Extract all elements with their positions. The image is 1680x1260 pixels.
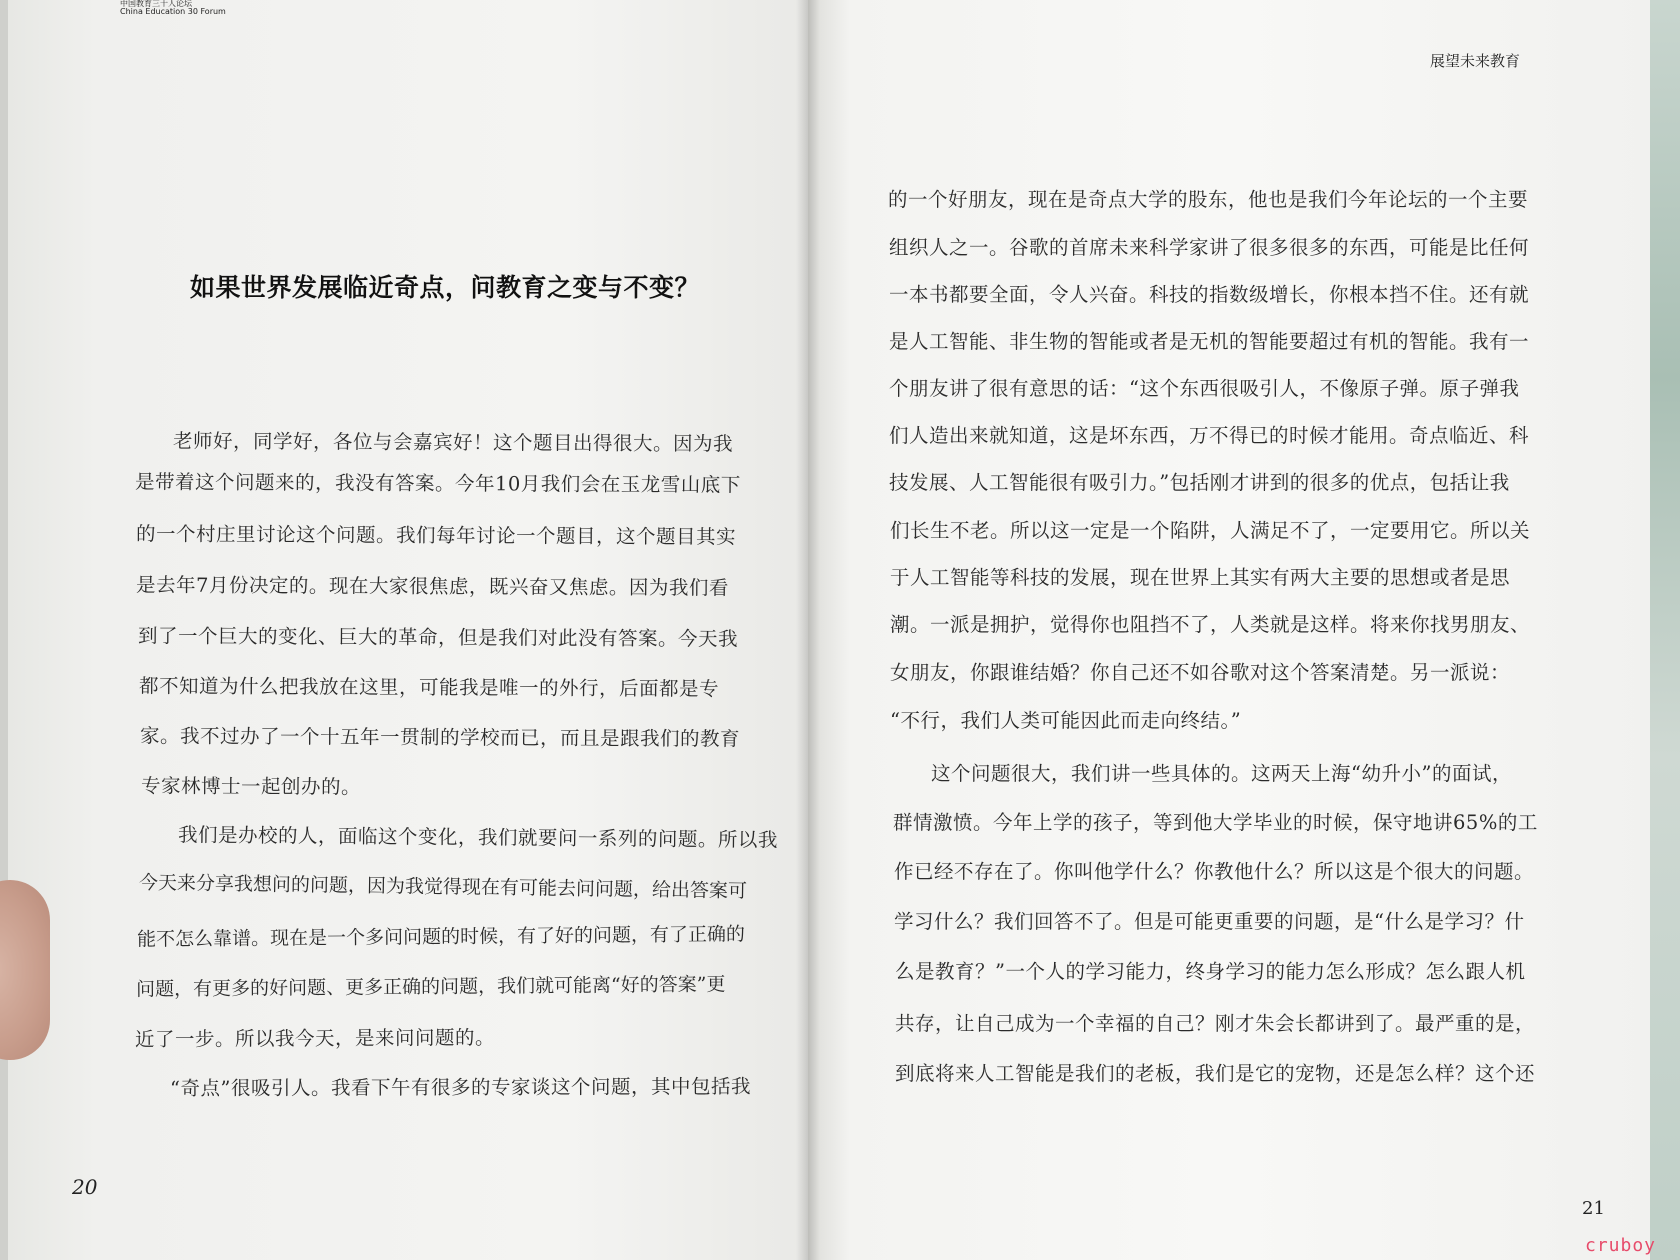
left-line: 专家林博士一起创办的。	[140, 774, 362, 799]
left-line: 是去年7月份决定的。现在大家很焦虑，既兴奋又焦虑。因为我们看	[135, 573, 729, 600]
right-line: 一本书都要全面，令人兴奋。科技的指数级增长，你根本挡不住。还有就	[889, 283, 1530, 306]
background-edge-right	[1650, 0, 1680, 1260]
thumb	[0, 880, 50, 1060]
right-line: 的一个好朋友，现在是奇点大学的股东，他也是我们今年论坛的一个主要	[888, 188, 1529, 211]
left-line: 今天来分享我想问的问题，因为我觉得现在有可能去问问题，给出答案可	[138, 871, 748, 903]
book-gutter	[796, 0, 820, 1260]
right-line: 女朋友，你跟谁结婚？你自己还不如谷歌对这个答案清楚。另一派说：	[890, 661, 1511, 684]
right-line: 技发展、人工智能很有吸引力。”包括刚才讲到的很多的优点，包括让我	[889, 471, 1510, 494]
left-line: 的一个村庄里讨论这个问题。我们每年讨论一个题目，这个题目其实	[135, 522, 737, 549]
right-line: 这个问题很大，我们讲一些具体的。这两天上海“幼升小”的面试，	[931, 762, 1512, 785]
running-head: 展望未来教育	[1430, 52, 1521, 70]
right-line: 是人工智能、非生物的智能或者是无机的智能要超过有机的智能。我有一	[889, 330, 1530, 353]
right-line: 作已经不存在了。你叫他学什么？你教他什么？所以这是个很大的问题。	[894, 860, 1535, 883]
right-line: 潮。一派是拥护，觉得你也阻挡不了，人类就是这样。将来你找男朋友、	[890, 613, 1531, 636]
left-line: 我们是办校的人，面临这个变化，我们就要问一系列的问题。所以我	[177, 823, 779, 852]
left-line: 到了一个巨大的变化、巨大的革命，但是我们对此没有答案。今天我	[137, 624, 739, 651]
series-tag-cn: 中国教育三十人论坛	[120, 0, 192, 8]
series-tag	[120, 0, 226, 16]
left-line: 家。我不过办了一个十五年一贯制的学校而已，而且是跟我们的教育	[139, 724, 741, 751]
right-line: “不行，我们人类可能因此而走向终结。”	[890, 709, 1242, 732]
right-line: 个朋友讲了很有意思的话：“这个东西很吸引人，不像原子弹。原子弹我	[889, 377, 1520, 400]
left-line: “奇点”很吸引人。我看下午有很多的专家谈这个问题，其中包括我	[169, 1074, 751, 1101]
right-line: 群情激愤。今年上学的孩子，等到他大学毕业的时候，保守地讲65%的工	[893, 811, 1538, 834]
right-line: 共存，让自己成为一个幸福的自己？刚才朱会长都讲到了。最严重的是，	[895, 1012, 1536, 1035]
right-line: 们长生不老。所以这一定是一个陷阱，人满足不了，一定要用它。所以关	[890, 519, 1531, 542]
left-line: 问题，有更多的好问题、更多正确的问题，我们就可能离“好的答案”更	[135, 973, 726, 1001]
right-line: 们人造出来就知道，这是坏东西，万不得已的时候才能用。奇点临近、科	[889, 424, 1530, 447]
watermark: cruboy	[1585, 1235, 1657, 1256]
left-line: 都不知道为什么把我放在这里，可能我是唯一的外行，后面都是专	[138, 674, 720, 701]
right-line: 到底将来人工智能是我们的老板，我们是它的宠物，还是怎么样？这个还	[895, 1062, 1536, 1085]
page-edge-left	[0, 0, 8, 1260]
left-line: 近了一步。所以我今天，是来问问题的。	[134, 1026, 496, 1051]
page-number-left: 20	[72, 1175, 98, 1199]
right-line: 学习什么？我们回答不了。但是可能更重要的问题，是“什么是学习？什	[894, 910, 1525, 933]
left-line: 能不怎么靠谱。现在是一个多问问题的时候，有了好的问题，有了正确的	[136, 923, 746, 951]
right-line: 于人工智能等科技的发展，现在世界上其实有两大主要的思想或者是思	[890, 566, 1511, 589]
left-line: 是带着这个问题来的，我没有答案。今年10月我们会在玉龙雪山底下	[134, 470, 741, 497]
left-line: 老师好，同学好，各位与会嘉宾好！这个题目出得很大。因为我	[172, 429, 734, 456]
chapter-title: 如果世界发展临近奇点，问教育之变与不变？	[190, 273, 701, 302]
page-number-right: 21	[1582, 1198, 1605, 1219]
right-line: 么是教育？”一个人的学习能力，终身学习的能力怎么形成？怎么跟人机	[895, 960, 1526, 983]
right-line: 组织人之一。谷歌的首席未来科学家讲了很多很多的东西，可能是比任何	[889, 236, 1530, 259]
series-tag-en: China Education 30 Forum	[120, 7, 226, 16]
